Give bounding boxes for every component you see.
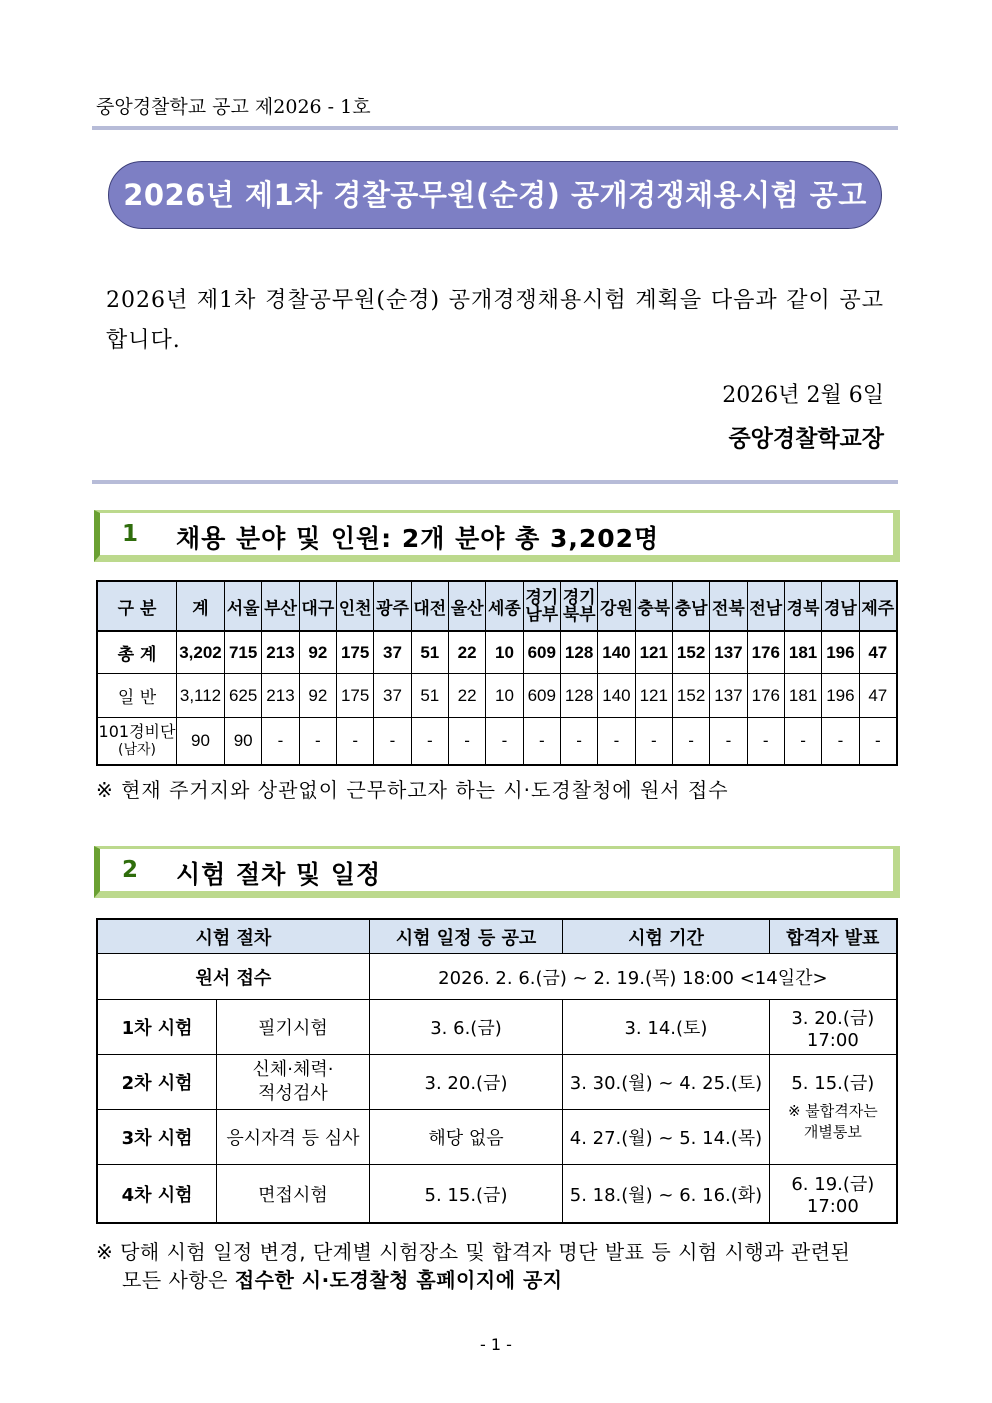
table-cell: 92 xyxy=(299,674,336,718)
stage-result-merged xyxy=(769,1055,897,1165)
table-cell: - xyxy=(336,718,373,766)
table-cell: - xyxy=(859,718,897,766)
table-cell: - xyxy=(523,718,560,766)
table-cell: 10 xyxy=(486,631,523,674)
section1-number: 1 xyxy=(122,521,139,547)
section2-header xyxy=(94,846,900,898)
section2-number: 2 xyxy=(122,857,139,883)
announcement-date: 2026년 2월 6일 xyxy=(722,383,884,408)
table-row xyxy=(97,631,897,674)
intro-text: 2026년 제1차 경찰공무원(순경) 공개경쟁채용시험 계획을 다음과 같이 공고합니다. xyxy=(106,288,884,353)
region-header: 경기 남부 xyxy=(523,581,560,631)
stage-notice: 5. 15.(금) xyxy=(369,1165,563,1224)
row-label-sub: (남자) xyxy=(118,742,156,758)
table-cell: 609 xyxy=(523,674,560,718)
region-header: 서울 xyxy=(225,581,262,631)
table-cell: 140 xyxy=(598,631,635,674)
stage-label: 1차 시험 xyxy=(97,1000,217,1055)
region-header: 전남 xyxy=(747,581,784,631)
row-label: 총 계 xyxy=(97,631,177,674)
table-cell: - xyxy=(710,718,747,766)
table-cell: 90 xyxy=(225,718,262,766)
header-period: 시험 기간 xyxy=(563,919,769,954)
stage-type: 응시자격 등 심사 xyxy=(217,1110,370,1165)
stage-result: 5. 15.(금) xyxy=(791,1073,875,1094)
table-cell: 181 xyxy=(784,674,821,718)
table-cell: 176 xyxy=(747,631,784,674)
region-header: 충남 xyxy=(672,581,709,631)
table-cell: 181 xyxy=(784,631,821,674)
table-cell: 196 xyxy=(822,631,859,674)
table-cell: 176 xyxy=(747,674,784,718)
table-cell: - xyxy=(560,718,597,766)
table-cell: 10 xyxy=(486,674,523,718)
row-label-main: 101경비단 xyxy=(98,722,176,741)
table-row xyxy=(97,1000,897,1055)
table-cell: 47 xyxy=(859,631,897,674)
section1-heading: 채용 분야 및 인원: 2개 분야 총 3,202명 xyxy=(176,524,660,553)
announcement-title: 2026년 제1차 경찰공무원(순경) 공개경쟁채용시험 공고 xyxy=(108,161,882,229)
section2-heading: 시험 절차 및 일정 xyxy=(176,860,382,889)
table-cell: - xyxy=(784,718,821,766)
schedule-header xyxy=(97,919,897,954)
table-cell: 47 xyxy=(859,674,897,718)
table-row xyxy=(97,1165,897,1224)
table-cell: 90 xyxy=(177,718,225,766)
table-cell: - xyxy=(299,718,336,766)
table-cell: 22 xyxy=(448,631,485,674)
stage-notice: 3. 6.(금) xyxy=(369,1000,563,1055)
row-label xyxy=(97,718,177,766)
application-label: 원서 접수 xyxy=(97,954,369,1000)
table-cell: 51 xyxy=(411,631,448,674)
header-result: 합격자 발표 xyxy=(769,919,897,954)
note-line2-prefix: 모든 사항은 xyxy=(122,1268,235,1292)
region-header: 경북 xyxy=(784,581,821,631)
table-cell: 22 xyxy=(448,674,485,718)
recruitment-table xyxy=(96,580,898,766)
top-divider xyxy=(92,126,898,130)
table-cell: 213 xyxy=(262,674,299,718)
table-cell: - xyxy=(411,718,448,766)
signer: 중앙경찰학교장 xyxy=(728,426,884,452)
fail-notice: ※ 불합격자는 개별통보 xyxy=(787,1102,878,1141)
table-cell: - xyxy=(486,718,523,766)
table-row xyxy=(97,718,897,766)
table-cell: 175 xyxy=(336,674,373,718)
section2-note-line2 xyxy=(96,1266,902,1294)
table-cell: 152 xyxy=(672,631,709,674)
table-cell: - xyxy=(262,718,299,766)
table-cell: 137 xyxy=(710,631,747,674)
table-cell: - xyxy=(672,718,709,766)
table-cell: 137 xyxy=(710,674,747,718)
stage-period: 4. 27.(월) ~ 5. 14.(목) xyxy=(563,1110,769,1165)
region-header: 계 xyxy=(177,581,225,631)
stage-type: 필기시험 xyxy=(217,1000,370,1055)
table-cell: 3,202 xyxy=(177,631,225,674)
note-line2-emphasis: 접수한 시·도경찰청 홈페이지에 공지 xyxy=(234,1268,563,1292)
region-header: 전북 xyxy=(710,581,747,631)
region-header: 제주 xyxy=(859,581,897,631)
table-cell: - xyxy=(747,718,784,766)
table-cell: - xyxy=(822,718,859,766)
table-cell: 37 xyxy=(374,631,411,674)
stage-type: 면접시험 xyxy=(217,1165,370,1224)
table-cell: 140 xyxy=(598,674,635,718)
region-header: 울산 xyxy=(448,581,485,631)
table-cell: 51 xyxy=(411,674,448,718)
stage-period: 3. 30.(월) ~ 4. 25.(토) xyxy=(563,1055,769,1110)
table-cell: 121 xyxy=(635,674,672,718)
region-header: 대전 xyxy=(411,581,448,631)
region-header: 경남 xyxy=(822,581,859,631)
table-cell: 128 xyxy=(560,674,597,718)
header-label: 구 분 xyxy=(97,581,177,631)
section1-header xyxy=(94,510,900,562)
table-cell: 152 xyxy=(672,674,709,718)
table-cell: 715 xyxy=(225,631,262,674)
notice-number: 중앙경찰학교 공고 제2026 - 1호 xyxy=(96,96,371,118)
recruitment-table-header xyxy=(97,581,897,631)
application-period: 2026. 2. 6.(금) ~ 2. 19.(목) 18:00 <14일간> xyxy=(369,954,897,1000)
stage-period: 5. 18.(월) ~ 6. 16.(화) xyxy=(563,1165,769,1224)
stage-period: 3. 14.(토) xyxy=(563,1000,769,1055)
stage-label: 4차 시험 xyxy=(97,1165,217,1224)
region-header: 경기 북부 xyxy=(560,581,597,631)
table-row xyxy=(97,674,897,718)
table-cell: 92 xyxy=(299,631,336,674)
table-cell: - xyxy=(635,718,672,766)
region-header: 인천 xyxy=(336,581,373,631)
stage-result: 3. 20.(금) 17:00 xyxy=(769,1000,897,1055)
table-cell: 609 xyxy=(523,631,560,674)
stage-result: 6. 19.(금) 17:00 xyxy=(769,1165,897,1224)
section2-note xyxy=(96,1238,902,1294)
table-cell: 37 xyxy=(374,674,411,718)
region-header: 부산 xyxy=(262,581,299,631)
row-label: 일 반 xyxy=(97,674,177,718)
page-number: - 1 - xyxy=(480,1335,512,1354)
schedule-table xyxy=(96,918,898,1224)
region-header: 충북 xyxy=(635,581,672,631)
table-cell: - xyxy=(374,718,411,766)
table-cell: 121 xyxy=(635,631,672,674)
middle-divider xyxy=(92,480,898,484)
stage-label: 3차 시험 xyxy=(97,1110,217,1165)
region-header: 세종 xyxy=(486,581,523,631)
table-cell: 3,112 xyxy=(177,674,225,718)
table-cell: 213 xyxy=(262,631,299,674)
stage-type: 신체·체력· 적성검사 xyxy=(217,1055,370,1110)
region-header: 광주 xyxy=(374,581,411,631)
table-row xyxy=(97,1055,897,1110)
table-cell: - xyxy=(448,718,485,766)
table-cell: 175 xyxy=(336,631,373,674)
table-cell: 196 xyxy=(822,674,859,718)
region-header: 대구 xyxy=(299,581,336,631)
section2-note-line1: ※ 당해 시험 일정 변경, 단계별 시험장소 및 합격자 명단 발표 등 시험 시행과 관련된 xyxy=(96,1240,851,1264)
stage-notice: 해당 없음 xyxy=(369,1110,563,1165)
header-notice: 시험 일정 등 공고 xyxy=(369,919,563,954)
table-cell: - xyxy=(598,718,635,766)
header-procedure: 시험 절차 xyxy=(97,919,369,954)
section1-note: ※ 현재 주거지와 상관없이 근무하고자 하는 시·도경찰청에 원서 접수 xyxy=(96,778,729,802)
stage-label: 2차 시험 xyxy=(97,1055,217,1110)
region-header: 강원 xyxy=(598,581,635,631)
table-cell: 625 xyxy=(225,674,262,718)
table-row xyxy=(97,954,897,1000)
table-cell: 128 xyxy=(560,631,597,674)
stage-notice: 3. 20.(금) xyxy=(369,1055,563,1110)
